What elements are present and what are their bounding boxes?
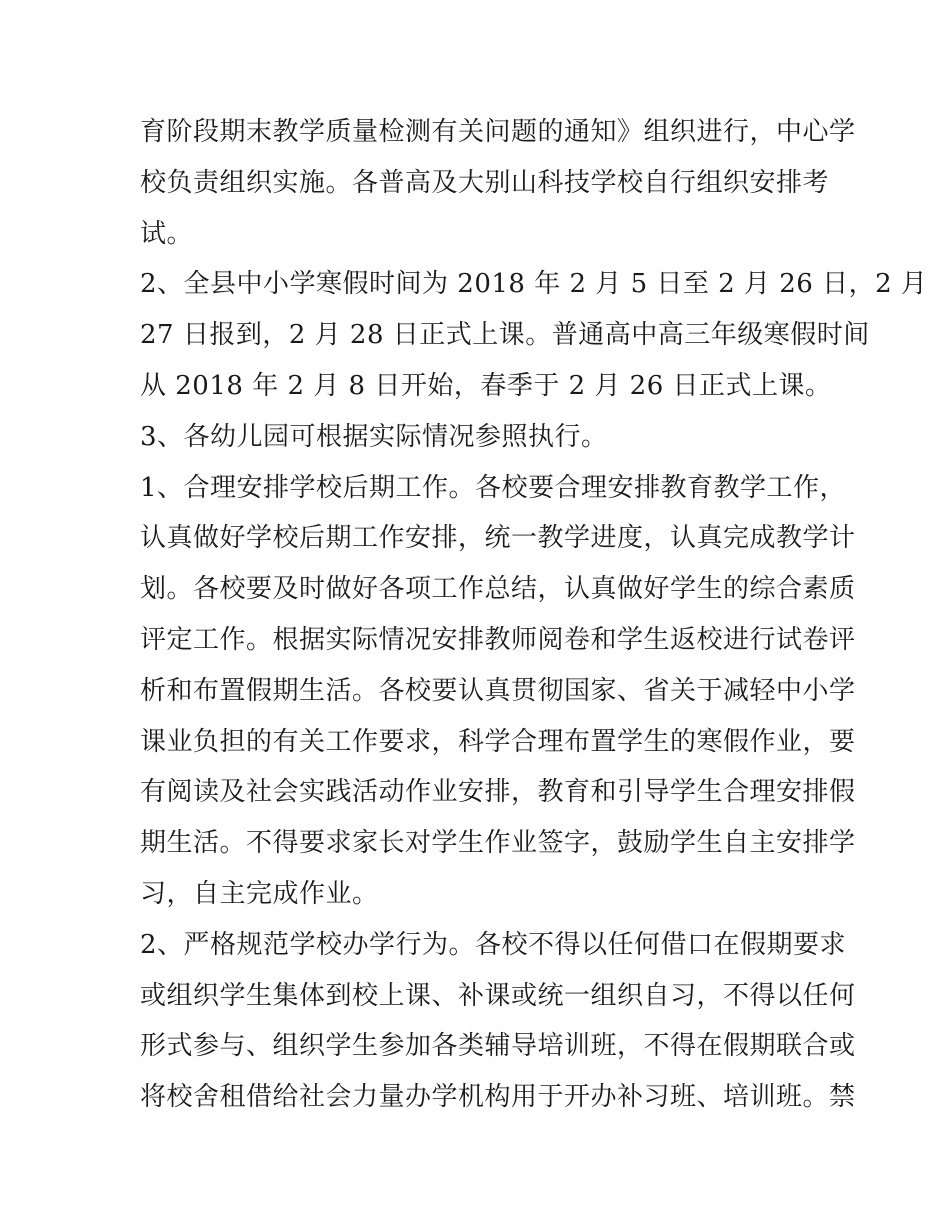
text-line: 从 2018 年 2 月 8 日开始，春季于 2 月 26 日正式上课。 [140,370,832,401]
text-line: 形式参与、组织学生参加各类辅导培训班，不得在假期联合或 [140,1031,856,1062]
text-line: 课业负担的有关工作要求，科学合理布置学生的寒假作业，要 [140,726,856,757]
text-line: 1、合理安排学校后期工作。各校要合理安排教育教学工作， [140,472,847,503]
text-line: 2、全县中小学寒假时间为 2018 年 2 月 5 日至 2 月 26 日，2 月 [140,269,928,300]
text-line: 有阅读及社会实践活动作业安排，教育和引导学生合理安排假 [140,777,856,808]
text-line: 校负责组织实施。各普高及大别山科技学校自行组织安排考 [140,167,830,198]
text-line: 或组织学生集体到校上课、补课或统一组织自习，不得以任何 [140,980,856,1011]
text-line: 习，自主完成作业。 [140,878,379,909]
text-line: 析和布置假期生活。各校要认真贯彻国家、省关于减轻中小学 [140,675,856,706]
text-line: 将校舍租借给社会力量办学机构用于开办补习班、培训班。禁 [140,1082,856,1113]
text-line: 2、严格规范学校办学行为。各校不得以任何借口在假期要求 [140,929,847,960]
text-line: 试。 [140,218,194,249]
document-body [140,107,928,1123]
text-line: 期生活。不得要求家长对学生作业签字，鼓励学生自主安排学 [140,828,856,859]
text-line: 划。各校要及时做好各项工作总结，认真做好学生的综合素质 [140,574,856,605]
text-line: 认真做好学校后期工作安排，统一教学进度，认真完成教学计 [140,523,856,554]
text-line: 3、各幼儿园可根据实际情况参照执行。 [140,421,608,452]
text-line: 27 日报到，2 月 28 日正式上课。普通高中高三年级寒假时间 [140,320,870,351]
text-line: 育阶段期末教学质量检测有关问题的通知》组织进行，中心学 [140,117,856,147]
text-line: 评定工作。根据实际情况安排教师阅卷和学生返校进行试卷评 [140,624,856,655]
